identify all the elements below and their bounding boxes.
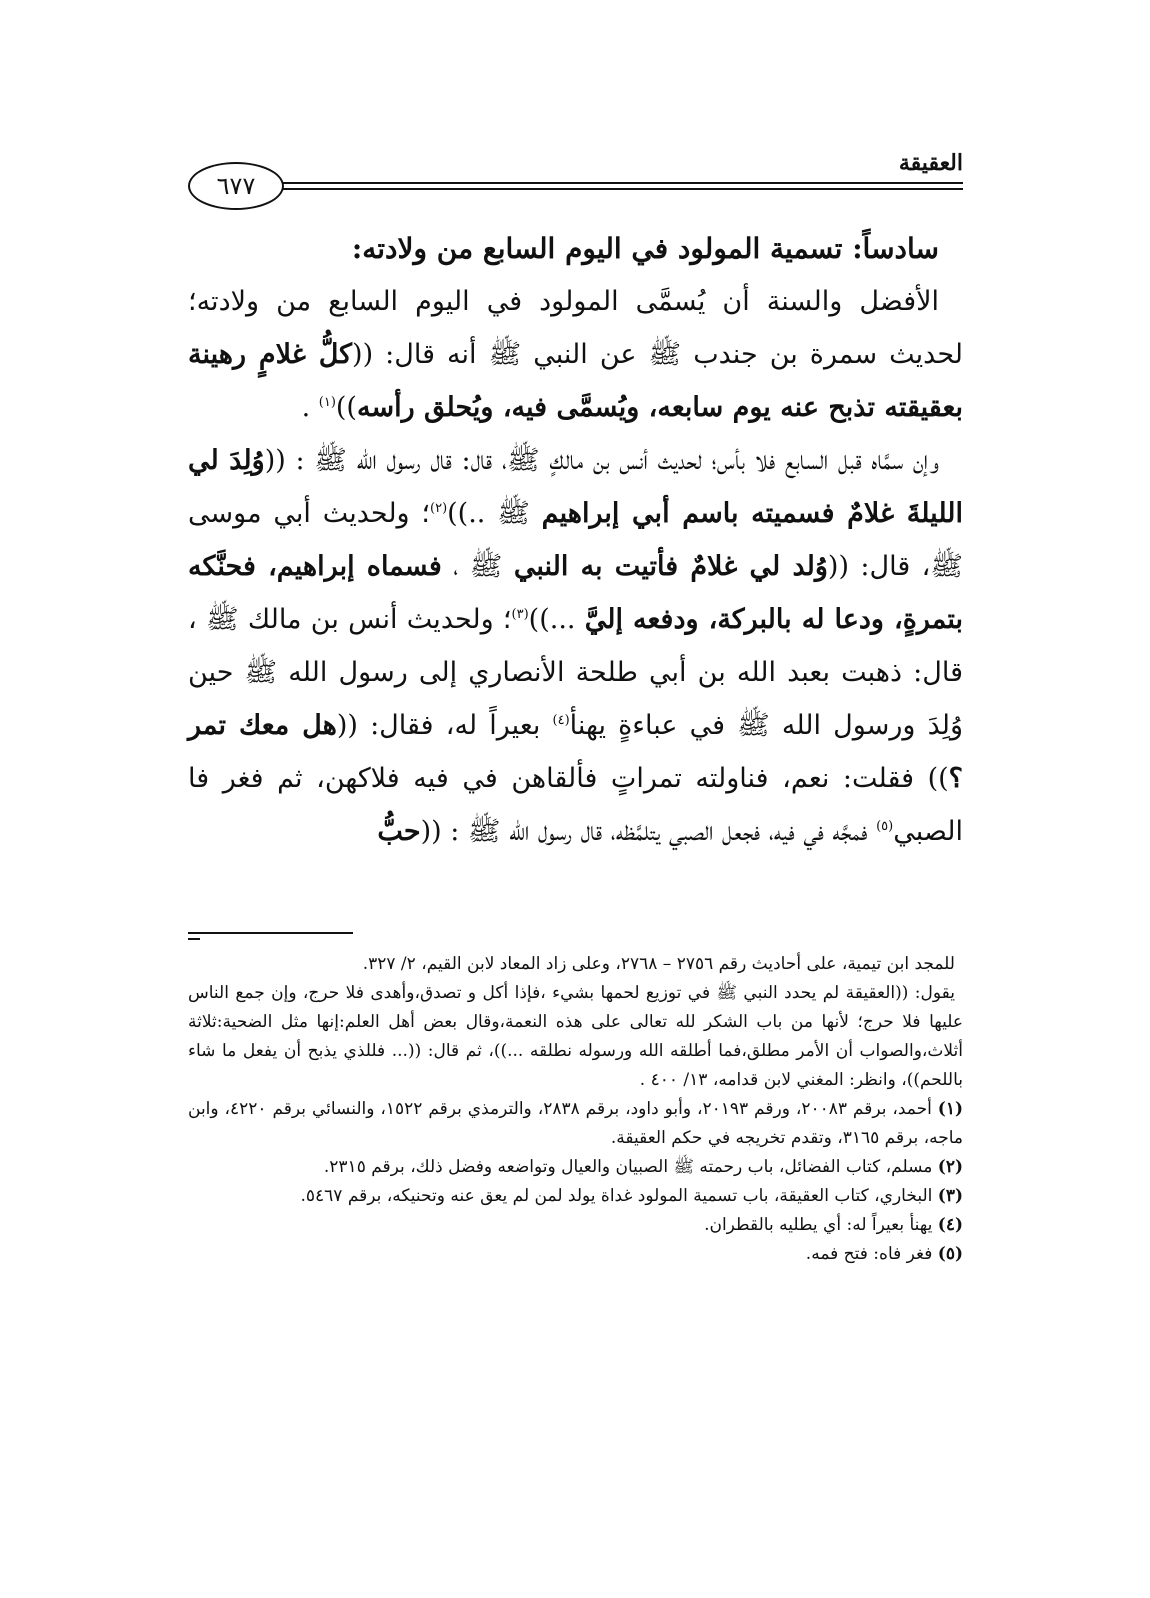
text-run: وإن سمَّاه قبل السابع فلا بأس؛ لحديث أنس بن مالكٍ ﷺ، قال: قال رسول الله ﷺ : ((: [264, 445, 939, 476]
footnote-continuation: يقول: ((العقيقة لم يحدد النبي ﷺ في توزيع لحمها بشيء ،فإذا أكل و تصدق،وأهدى فلا حرج، وإن جمع الناس عليها فلا حرج؛ لأنها من باب الشكر لله تعالى على هذه النعمة،وقال بعض أهل العلم:إنها مثل الضحية:ثلاثة أثلاث،والصواب أن الأمر مطلق،فما أطلقه الله ورسوله نطلقه ...))، ثم قال: ((... فللذي يذبح أن يفعل ما شاء باللحم))، وانظر: المغني لابن قدامه، ١٣/ ٤٠٠ .: [188, 983, 963, 1090]
footnotes: [188, 950, 963, 1269]
footnote-ref[interactable]: (٢): [430, 501, 448, 516]
text-run: الأفضل والسنة أن يُسمَّى المولود في اليوم السابع من ولادته؛ لحديث سمرة بن جندب ﷺ عن النبي ﷺ أنه قال: ((: [188, 286, 963, 370]
hadith-text: كلُّ غلامٍ رهينة بعقيقته تذبح عنه يوم سابعه، ويُسمَّى فيه، ويُحلق رأسه: [188, 339, 963, 423]
hadith-text: وُلد لي غلامٌ فأتيت به النبي: [513, 551, 828, 582]
section-heading: سادساً: تسمية المولود في اليوم السابع من ولادته:: [351, 232, 939, 265]
paragraph-2: [188, 434, 963, 858]
footnote-separator: [188, 938, 200, 940]
footnote-number: (٥): [937, 1244, 963, 1264]
footnote-separator: [188, 932, 353, 934]
footnote: [188, 1095, 963, 1153]
page-number: ٦٧٧: [188, 162, 284, 210]
footnote-continuation: للمجد ابن تيمية، على أحاديث رقم ٢٧٥٦ – ٢٧٦٨، وعلى زاد المعاد لابن القيم، ٢/ ٣٢٧.: [362, 954, 955, 974]
footnote-ref[interactable]: (١): [318, 395, 336, 410]
text-run: فمجَّه في فيه، فجعل الصبي يتلمَّظه، قال رسول الله ﷺ : ((: [420, 816, 877, 847]
footnote: [188, 1211, 963, 1240]
hadith-text: فسماه إبراهيم، فحنَّكه بتمرةٍ، ودعا له بالبركة، ودفعه إليَّ: [188, 551, 964, 635]
footnote-text: أحمد، برقم ٢٠٠٨٣، ورقم ٢٠١٩٣، وأبو داود، برقم ٢٨٣٨، والترمذي برقم ١٥٢٢، والنسائي برقم ٤٢٢٠، وابن ماجه، برقم ٣١٦٥، وتقدم تخريجه في حكم العقيقة.: [188, 1099, 963, 1148]
header-rule: [280, 188, 963, 190]
footnote-ref[interactable]: (٥): [876, 819, 894, 834]
footnote-number: (٤): [937, 1215, 963, 1235]
footnote: [188, 1240, 963, 1269]
footnote-text: يهنأ بعيراً له: أي يطليه بالقطران.: [704, 1215, 938, 1235]
main-text: [188, 222, 963, 858]
text-run: ؛ ولحديث أبي موسى ﷺ، قال: ((: [188, 498, 963, 582]
footnote-number: (٢): [937, 1157, 963, 1177]
text-run: .: [301, 392, 319, 423]
footnote-text: مسلم، كتاب الفضائل، باب رحمته ﷺ الصبيان والعيال وتواضعه وفضل ذلك، برقم ٢٣١٥.: [323, 1157, 938, 1177]
footnote: [188, 1182, 963, 1211]
text-run: )): [335, 392, 357, 423]
text-run: ...)): [528, 604, 585, 635]
text-run: بعيراً له، فقال: ((: [336, 710, 553, 741]
footnote-text: فغر فاه: فتح فمه.: [805, 1244, 938, 1264]
header-rule: [280, 182, 963, 184]
text-run: ﷺ ،: [441, 551, 514, 582]
text-run: ؛ ولحديث أنس بن مالك ﷺ ، قال: ذهبت بعبد الله بن أبي طلحة الأنصاري إلى رسول الله ﷺ حين وُلِدَ ورسول الله ﷺ في عباءةٍ يهنأ: [188, 604, 964, 741]
footnote: [188, 1153, 963, 1182]
footnote-ref[interactable]: (٤): [552, 713, 570, 728]
footnote-number: (٣): [937, 1186, 963, 1206]
page-header: [188, 150, 963, 214]
hadith-text: وُلِدَ لي الليلةَ غلامٌ فسميته باسم أبي إبراهيم: [188, 445, 963, 529]
footnote-ref[interactable]: (٣): [511, 607, 529, 622]
text-run: ﷺ ..)): [447, 498, 542, 529]
text-run: )) فقلت: نعم، فناولته تمراتٍ فألقاهن في فيه فلاكهن، ثم فغر فا الصبي: [188, 763, 963, 847]
hadith-text: حبُّ: [377, 816, 421, 847]
footnote-number: (١): [937, 1099, 964, 1119]
running-title: العقيقة: [898, 150, 963, 176]
paragraph-1: [188, 275, 963, 434]
footnote-text: البخاري، كتاب العقيقة، باب تسمية المولود غداة يولد لمن لم يعق عنه وتحنيكه، برقم ٥٤٦٧.: [300, 1186, 938, 1206]
hadith-text: هل معك تمر ؟: [188, 710, 963, 794]
